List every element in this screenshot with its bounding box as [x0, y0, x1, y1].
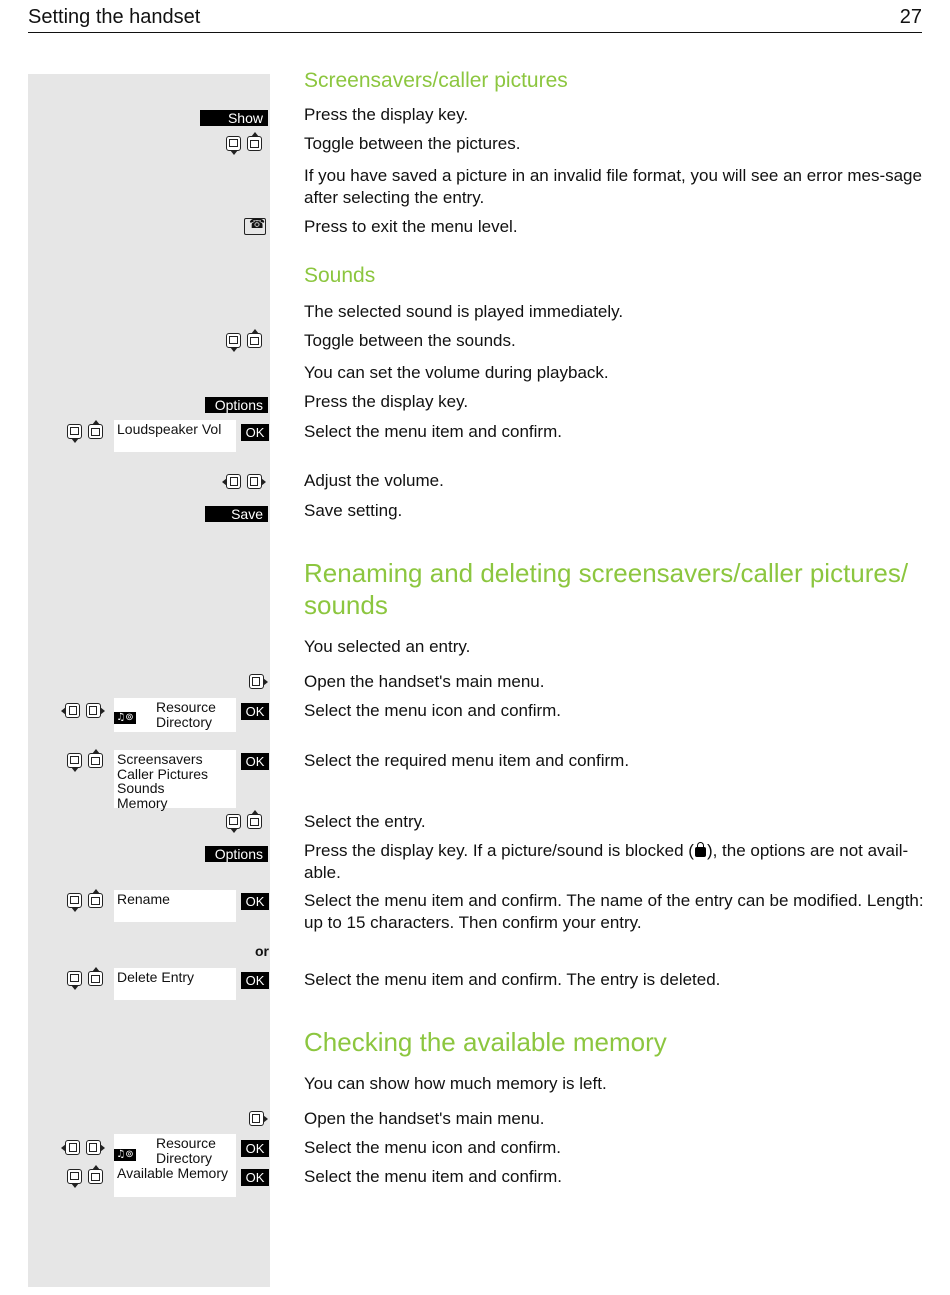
- nav-down-icon: [67, 1169, 82, 1184]
- ok-key[interactable]: OK: [241, 893, 269, 910]
- menu-item-label: Loudspeaker Vol: [117, 421, 222, 437]
- heading-rename-delete: Renaming and deleting screensavers/caller pictures/ sounds: [304, 558, 909, 620]
- text-n1: The selected sound is played immediately.: [304, 302, 624, 321]
- nav-right-icon: [249, 1111, 264, 1126]
- nav-up-down-icon: [67, 1169, 103, 1184]
- ok-key[interactable]: OK: [241, 424, 269, 441]
- nav-left-icon: [65, 1140, 80, 1155]
- menu-delete-entry[interactable]: [114, 968, 236, 1000]
- nav-up-icon: [88, 424, 103, 439]
- nav-left-right-icon: [65, 703, 101, 718]
- text-r6-part2: ), the options are not avail-able.: [304, 841, 909, 882]
- resource-directory-icon: ♫⊚: [114, 712, 136, 724]
- menu-line-2: Directory: [156, 713, 213, 730]
- text-m3: Select the menu icon and confirm.: [304, 1138, 562, 1157]
- text-r6: [304, 840, 924, 884]
- text-r5: Select the entry.: [304, 812, 426, 831]
- menu-line-1: Resource: [156, 699, 216, 715]
- nav-down-icon: [67, 971, 82, 986]
- text-m2: Open the handset's main menu.: [304, 1109, 545, 1128]
- menu-item-caller-pictures[interactable]: Caller Pictures: [117, 765, 209, 782]
- show-softkey[interactable]: Show: [200, 110, 268, 126]
- nav-up-down-icon: [67, 424, 103, 439]
- text-m4: Select the menu item and confirm.: [304, 1167, 562, 1186]
- or-label: or: [255, 943, 269, 959]
- nav-down-icon: [67, 893, 82, 908]
- menu-line-1: Resource: [156, 1135, 216, 1151]
- nav-up-icon: [88, 753, 103, 768]
- menu-resource-directory[interactable]: [114, 1134, 236, 1197]
- text-r2: Open the handset's main menu.: [304, 672, 545, 691]
- menu-item-sounds[interactable]: Sounds: [117, 780, 165, 796]
- menu-rename[interactable]: [114, 890, 236, 922]
- ok-key[interactable]: OK: [241, 753, 269, 770]
- nav-up-icon: [247, 136, 262, 151]
- text-n6: Adjust the volume.: [304, 471, 444, 490]
- text-s2: Toggle between the pictures.: [304, 134, 521, 153]
- nav-up-icon: [88, 893, 103, 908]
- nav-right-icon: [249, 674, 264, 689]
- menu-line-2: Directory: [156, 1149, 213, 1166]
- nav-left-right-icon: [226, 474, 262, 489]
- text-s3: If you have saved a picture in an invalid file format, you will see an error mes-sage after selecting the entry.: [304, 166, 922, 207]
- nav-down-icon: [67, 424, 82, 439]
- text-r8: Select the menu item and confirm. The entry is deleted.: [304, 970, 721, 989]
- menu-item-label: Rename: [117, 891, 170, 907]
- menu-item-screensavers[interactable]: Screensavers: [117, 751, 203, 767]
- heading-sounds: Sounds: [304, 264, 376, 287]
- heading-available-memory: Checking the available memory: [304, 1027, 667, 1057]
- nav-right-icon: [247, 474, 262, 489]
- text-n2: Toggle between the sounds.: [304, 331, 516, 350]
- nav-up-down-icon: [226, 333, 262, 348]
- menu-list[interactable]: [114, 750, 236, 811]
- resource-directory-icon: ♫⊚: [114, 1149, 136, 1161]
- text-n7: Save setting.: [304, 501, 403, 520]
- nav-up-icon: [247, 333, 262, 348]
- nav-right-icon: [249, 674, 264, 689]
- menu-loudspeaker[interactable]: [114, 420, 236, 452]
- nav-down-icon: [67, 753, 82, 768]
- save-softkey[interactable]: Save: [205, 506, 268, 522]
- text-r6-part1: Press the display key. If a picture/sound is blocked (: [304, 841, 694, 860]
- text-m1: You can show how much memory is left.: [304, 1074, 607, 1093]
- ok-key[interactable]: OK: [241, 972, 269, 989]
- nav-up-icon: [88, 1169, 103, 1184]
- nav-up-down-icon: [226, 136, 262, 151]
- text-r3: Select the menu icon and confirm.: [304, 701, 562, 720]
- ok-key[interactable]: OK: [241, 703, 269, 720]
- text-r7: Select the menu item and confirm. The name of the entry can be modified. Length: up to 15 characters. Then confirm your entry.: [304, 891, 924, 932]
- nav-right-icon: [86, 1140, 101, 1155]
- options-softkey[interactable]: Options: [205, 846, 268, 862]
- header-title: Setting the handset: [28, 6, 201, 28]
- nav-up-down-icon: [67, 753, 103, 768]
- text-n4: Press the display key.: [304, 392, 469, 411]
- key-column: [28, 74, 270, 1287]
- menu-item-label: Delete Entry: [117, 969, 195, 985]
- text-r1: You selected an entry.: [304, 637, 471, 656]
- lock-icon: [695, 847, 706, 857]
- text-n3: You can set the volume during playback.: [304, 363, 609, 382]
- page-number: 27: [899, 6, 922, 28]
- heading-screensavers: Screensavers/caller pictures: [304, 69, 568, 92]
- nav-left-icon: [226, 474, 241, 489]
- ok-key[interactable]: OK: [241, 1169, 269, 1186]
- nav-right-icon: [249, 1111, 264, 1126]
- nav-left-right-icon: [65, 1140, 101, 1155]
- nav-up-down-icon: [226, 814, 262, 829]
- nav-up-down-icon: [67, 893, 103, 908]
- menu-item-memory[interactable]: Memory: [117, 794, 168, 811]
- nav-down-icon: [226, 333, 241, 348]
- text-s1: Press the display key.: [304, 105, 469, 124]
- nav-up-icon: [88, 971, 103, 986]
- nav-down-icon: [226, 814, 241, 829]
- nav-left-icon: [65, 703, 80, 718]
- options-softkey[interactable]: Options: [205, 397, 268, 413]
- nav-right-icon: [86, 703, 101, 718]
- nav-up-icon: [247, 814, 262, 829]
- end-call-key-icon: [244, 218, 266, 235]
- page-header: [28, 6, 922, 33]
- ok-key[interactable]: OK: [241, 1140, 269, 1157]
- text-s4: Press to exit the menu level.: [304, 217, 518, 236]
- nav-down-icon: [226, 136, 241, 151]
- nav-up-down-icon: [67, 971, 103, 986]
- menu-item-available-memory[interactable]: Available Memory: [117, 1165, 229, 1181]
- text-r4: Select the required menu item and confirm.: [304, 751, 630, 770]
- text-n5: Select the menu item and confirm.: [304, 422, 562, 441]
